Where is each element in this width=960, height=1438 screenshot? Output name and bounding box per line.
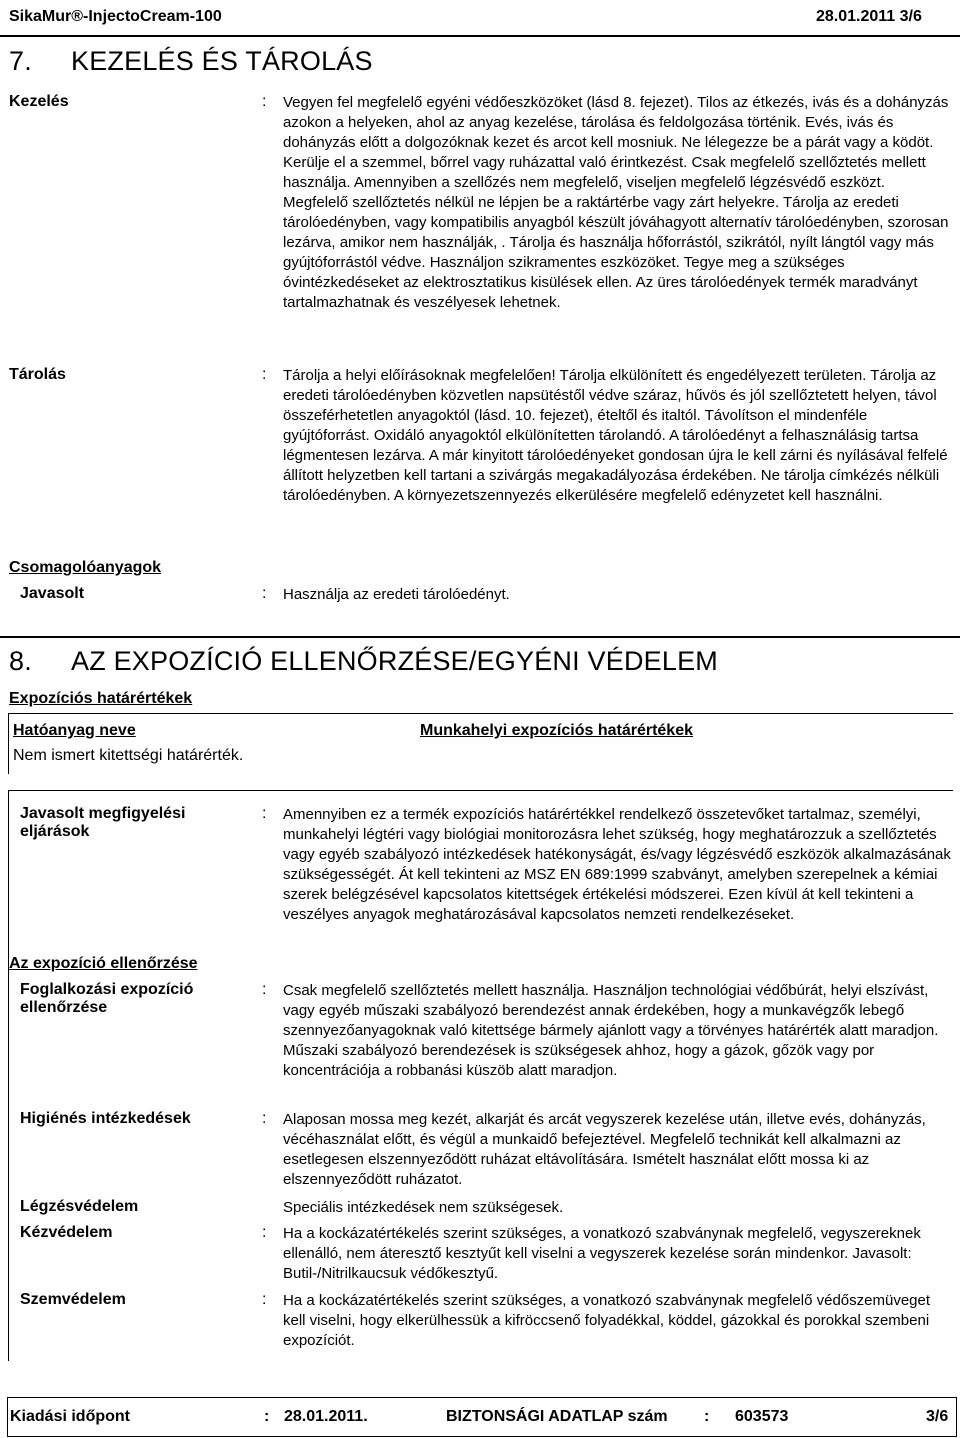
section-7-title <box>9 46 373 77</box>
header-date-page: 28.01.2011 3/6 <box>816 8 922 25</box>
page-header <box>0 0 960 36</box>
colon: : <box>262 1291 267 1308</box>
hand-text: Ha a kockázatértékelés szerint szükséges, a vonatkozó szabványnak megfelelő, vegyszereknek ellenálló, nem áteresztő kesztyűt kell viselni a vegyszerek kezelése során mindenkor. Javasolt: Butil-/Nitrilkaucsuk védőkesztyű. <box>283 1225 921 1282</box>
footer-date: 28.01.2011. <box>284 1408 368 1425</box>
section-8-heading: AZ EXPOZÍCIÓ ELLENŐRZÉSE/EGYÉNI VÉDELEM <box>71 646 718 676</box>
kezeles-text: Vegyen fel megfelelő egyéni védőeszközöket (lásd 8. fejezet). Tilos az étkezés, ivás és a dohányzás azokon a helyeken, ahol az anyag kezelése, tárolása és feldolgozása történik. Evés, ivás és dohányzás előtt a dolgozóknak kezet és arcot kell mosniuk. Ne lélegezze be a párát vagy a ködöt. Kerülje el a szemmel, bőrrel vagy ruházattal való érintkezést. Csak megfelelő szellőztetés mellett használja. Amennyiben a szellőzés nem megfelelő, viseljen megfelelő légzésvédő eszközt. Megfelelő szellőztetés nélkül ne lépjen be a raktártérbe vagy zárt helyekre. Tárolja az eredeti tárolóedényben, vagy kompatibilis anyagból készült jóváhagyott alternatív tárolóedényben, szorosan lezárva, amikor nem használják, . Tárolja és használja hőforrástól, szikrától, nyílt lángtól vagy más gyújtóforrástól védve. Használjon szikramentes eszközöket. Tegye meg a szükséges óvintézkedéseket az elektrosztatikus kisülések ellen. Az üres tárolóedények termék maradványt tartalmazhatnak és veszélyesek lehetnek. <box>283 94 949 311</box>
javasolt-text: Használja az eredeti tárolóedényt. <box>283 586 510 603</box>
expo-heading: Expozíciós határértékek <box>9 690 193 707</box>
section-8-number: 8. <box>9 646 32 676</box>
footer-colon-2: : <box>704 1408 710 1425</box>
eye-label: Szemvédelem <box>20 1291 126 1308</box>
tarolas-label: Tárolás <box>9 366 66 383</box>
col-workplace-limits: Munkahelyi expozíciós határértékek <box>420 722 693 739</box>
colon: : <box>262 93 267 110</box>
page-footer <box>7 1397 957 1437</box>
monitoring-label: Javasolt megfigyelési eljárások <box>20 805 186 840</box>
eye-text: Ha a kockázatértékelés szerint szükséges, a vonatkozó szabványnak megfelelő védőszemüveget kell viselni, hogy elkerülhessük a kifröccsenő folyadékkal, köddel, gázokkal és porokkal szembeni expozíciót. <box>283 1292 931 1349</box>
occupational-text: Csak megfelelő szellőztetés mellett használja. Használjon technológiai védőbúrát, helyi elszívást, vagy egyéb műszaki szabályozó berendezést annak érdekében, hogy a munkavégzők lebegő szennyezőanyagoknak való kitettsége bármely ajánlott vagy a törvényes határérték alatt maradjon. Műszaki szabályozó berendezések is szükségesek ahhoz, hogy a gázok, gőzök vagy por koncentrációja a robbanási küszöb alatt maradjon. <box>283 982 939 1079</box>
footer-label: Kiadási időpont <box>10 1408 130 1425</box>
csomagoloanyagok-label: Csomagolóanyagok <box>9 559 162 576</box>
monitoring-text: Amennyiben ez a termék expozíciós határértékkel rendelkező összetevőket tartalmaz, személyi, munkahelyi légtéri vagy biológiai monitorozásra lehet szükség, hogy meghatározzuk a szellőztetés vagy egyéb szabályozó intézkedések hatékonyságát, és/vagy légzésvédő eszközök alkalmazásának szükségességét. Át kell tekinteni az MSZ EN 689:1999 szabványt, amelyben szerepelnek a kémiai szerek belégzésével kapcsolatos kitettségek értékelési módszerei. Ezen kívül át kell tekinteni a veszélyes anyagok meghatározásával kapcsolatos nemzeti rendelkezéseket. <box>283 806 951 923</box>
hygiene-text: Alaposan mossa meg kezét, alkarját és arcát vegyszerek kezelése után, illetve evés, dohányzás, vécéhasználat előtt, és végül a munkaidő befejeztével. Megfelelő technikát kell alkalmazni az esetlegesen elszennyeződött ruházat eltávolítására. Ismételt használat előtt mossa ki az elszennyeződött ruházatot. <box>283 1111 926 1188</box>
hand-label: Kézvédelem <box>20 1224 113 1241</box>
colon: : <box>262 366 267 383</box>
colon: : <box>262 1110 267 1127</box>
colon: : <box>262 981 267 998</box>
kezeles-label: Kezelés <box>9 93 69 110</box>
header-divider <box>0 35 960 37</box>
footer-doc-number: 603573 <box>735 1408 789 1425</box>
section-7-heading: KEZELÉS ÉS TÁROLÁS <box>71 46 373 76</box>
no-limits-text: Nem ismert kitettségi határérték. <box>13 747 244 764</box>
colon: : <box>262 805 267 822</box>
hygiene-label: Higiénés intézkedések <box>20 1110 191 1127</box>
section-7-number: 7. <box>9 46 32 76</box>
javasolt-label: Javasolt <box>20 585 85 602</box>
section-8-title <box>9 646 718 677</box>
respiratory-text: Speciális intézkedések nem szükségesek. <box>283 1199 564 1216</box>
col-substance-name: Hatóanyag neve <box>13 722 136 739</box>
product-name: SikaMur®-InjectoCream-100 <box>9 8 222 25</box>
colon: : <box>262 1224 267 1241</box>
control-heading: Az expozíció ellenőrzése <box>9 955 198 972</box>
colon: : <box>262 585 267 602</box>
tarolas-text: Tárolja a helyi előírásoknak megfelelően! Tárolja elkülönített és engedélyezett területen. Tárolja az eredeti tárolóedényben közvetlen napsütéstől védve száraz, hűvös és jól szellőztetett helyen, távol összeférhetetlen anyagoktól (lásd. 10. fejezet), ételtől és italtól. Távolítson el mindenféle gyújtóforrást. Oxidáló anyagoktól elkülönítetten tárolandó. A tárolóedényt a felhasználásig tartsa légmentesen lezárva. A már kinyitott tárolóedényeket gondosan újra le kell zárni és nyílásával felfelé állított helyzetben kell tartani a szivárgás megakadályozása érdekében. Ne tárolja címkézés nélküli tárolóedényben. A környezetszennyezés elkerülésére megfelelő edényzetet kell használni. <box>283 367 948 504</box>
respiratory-label: Légzésvédelem <box>20 1198 139 1215</box>
footer-page: 3/6 <box>926 1408 949 1425</box>
occupational-label: Foglalkozási expozíció ellenőrzése <box>20 981 194 1016</box>
footer-doc-label: BIZTONSÁGI ADATLAP szám <box>446 1408 668 1425</box>
section-divider <box>0 636 960 638</box>
footer-colon: : <box>264 1408 270 1425</box>
